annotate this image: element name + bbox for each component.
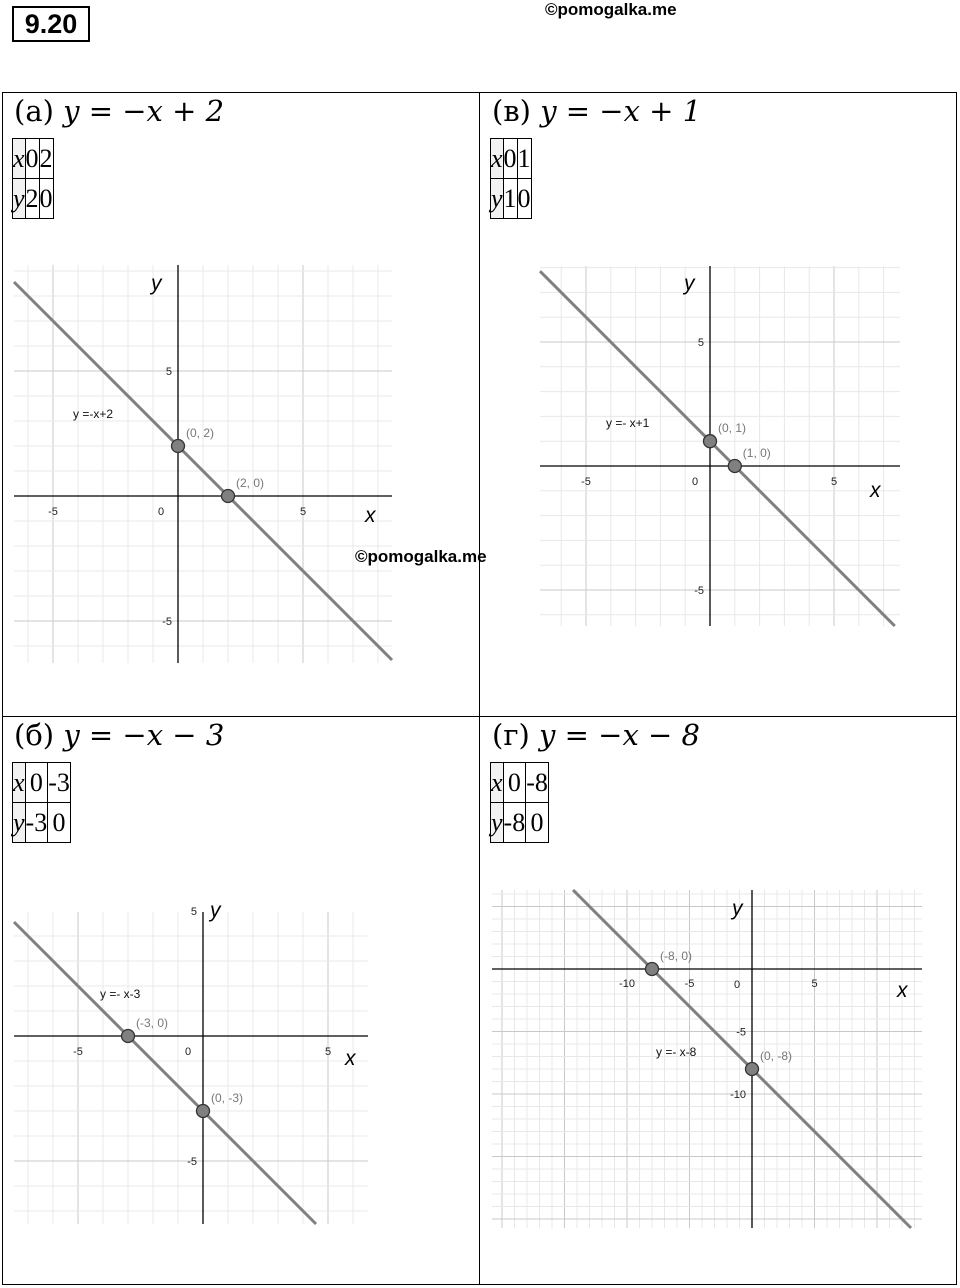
- x-tick-label: -10: [619, 978, 635, 990]
- table-cell: 1: [503, 179, 517, 219]
- point-label: (-3, 0): [136, 1016, 169, 1030]
- y-axis-label: y: [732, 897, 743, 920]
- panel-equation: y = −x + 2: [63, 94, 225, 128]
- point-label: (0, -8): [760, 1049, 793, 1063]
- panel-prefix: (а): [14, 94, 64, 128]
- point-label: (1, 0): [742, 446, 771, 460]
- origin-label: 0: [692, 476, 699, 488]
- point-label: (0, -3): [211, 1091, 244, 1105]
- origin-label: 0: [734, 979, 741, 991]
- x-axis-label: x: [365, 504, 376, 527]
- x-tick-label: -5: [581, 476, 591, 488]
- function-line-label: y =- x-8: [656, 1045, 697, 1059]
- table-cell: 0: [25, 763, 48, 803]
- point-label: (0, 2): [186, 426, 215, 440]
- table-y-header: y: [491, 803, 504, 843]
- origin-label: 0: [158, 506, 165, 518]
- watermark-middle: ©pomogalka.me: [355, 547, 487, 566]
- table-cell: 0: [517, 179, 531, 219]
- y-tick-label: 5: [697, 337, 704, 349]
- point-label: (2, 0): [236, 476, 265, 490]
- y-tick-label: 5: [165, 366, 172, 378]
- table-cell: 0: [503, 763, 526, 803]
- table-x-header: x: [13, 763, 26, 803]
- table-x-header: x: [491, 763, 504, 803]
- x-axis-label: x: [870, 479, 881, 502]
- table-cell: 0: [48, 803, 71, 843]
- x-tick-label: 5: [299, 506, 307, 518]
- x-tick-label: 5: [830, 476, 838, 488]
- x-tick-label: -5: [73, 1046, 83, 1058]
- y-tick-label: -5: [694, 585, 704, 597]
- y-tick-label: -5: [162, 616, 172, 628]
- table-y-header: y: [13, 803, 26, 843]
- x-axis-label: x: [897, 979, 908, 1002]
- table-y-header: y: [13, 179, 26, 219]
- table-cell: 0: [526, 803, 549, 843]
- intersection-point: [746, 1063, 759, 1076]
- table-cell: -8: [526, 763, 549, 803]
- function-line-label: y =-x+2: [73, 407, 114, 421]
- function-line-label: y =- x+1: [606, 416, 650, 430]
- table-x-header: x: [13, 139, 26, 179]
- table-cell: -8: [503, 803, 526, 843]
- y-tick-label: -5: [187, 1156, 197, 1168]
- table-cell: 1: [517, 139, 531, 179]
- y-tick-label: -10: [730, 1089, 746, 1101]
- table-cell: -3: [48, 763, 71, 803]
- panel-equation: y = −x + 1: [540, 94, 702, 128]
- table-cell: 0: [503, 139, 517, 179]
- panel-equation: y = −x − 8: [539, 718, 701, 752]
- intersection-point: [646, 963, 659, 976]
- y-tick-label: 5: [190, 906, 197, 918]
- problem-number: 9.20: [12, 6, 90, 42]
- y-axis-label: y: [151, 272, 162, 295]
- x-tick-label: 5: [811, 978, 818, 990]
- watermark-top: ©pomogalka.me: [545, 0, 677, 19]
- origin-label: 0: [185, 1046, 192, 1058]
- x-tick-label: 5: [324, 1046, 332, 1058]
- panel-prefix: (б): [14, 718, 64, 752]
- x-axis-label: x: [345, 1047, 356, 1070]
- point-label: (-8, 0): [660, 949, 693, 963]
- y-axis-label: y: [210, 899, 221, 922]
- panel-equation: y = −x − 3: [63, 718, 225, 752]
- panel-prefix: (в): [492, 94, 541, 128]
- table-cell: -3: [25, 803, 48, 843]
- y-axis-label: y: [684, 272, 695, 295]
- table-cell: 0: [39, 179, 53, 219]
- table-cell: 2: [25, 179, 39, 219]
- x-tick-label: -5: [48, 506, 58, 518]
- table-cell: 2: [39, 139, 53, 179]
- y-tick-label: -5: [736, 1026, 746, 1039]
- table-x-header: x: [491, 139, 504, 179]
- function-line: [573, 890, 911, 1228]
- table-cell: 0: [25, 139, 39, 179]
- table-y-header: y: [491, 179, 504, 219]
- x-tick-label: -5: [684, 978, 695, 990]
- point-label: (0, 1): [718, 421, 747, 436]
- panel-prefix: (г): [492, 718, 540, 752]
- function-line-label: y =- x-3: [100, 987, 141, 1001]
